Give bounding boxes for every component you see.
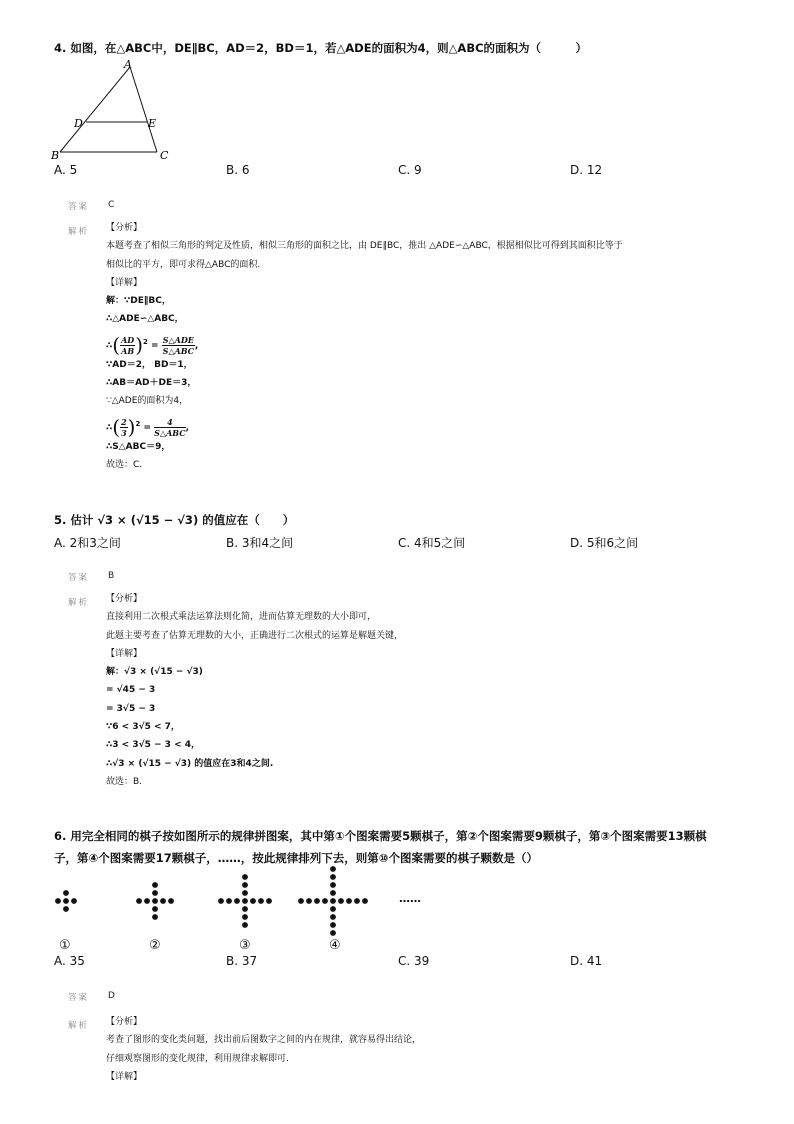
chess-piece-dot: [242, 906, 248, 912]
chess-piece-dot: [226, 898, 232, 904]
q6-pattern-label-2: ②: [149, 938, 161, 953]
label-e: E: [148, 117, 157, 130]
chess-piece-dot: [160, 898, 166, 904]
chess-piece-dot: [242, 914, 248, 920]
q6-stem-line1: 6. 用完全相同的棋子按如图所示的规律拼图案，其中第①个图案需要5颗棋子，第②个图案需要9颗棋子，第③个图案需要13颗棋: [54, 829, 707, 843]
q5-answer-tag: 答案: [68, 573, 90, 583]
q4-solution: [106, 219, 623, 474]
q5-sol-line5: ∴3 < 3√5 − 3 < 4，: [106, 740, 200, 751]
chess-piece-dot: [362, 898, 368, 904]
q5-sol-line1: 解：√3 × (√15 − √3): [106, 667, 203, 678]
q6-solution: [106, 1013, 421, 1086]
q6-sol-heading-detail: 【详解】: [106, 1071, 143, 1082]
chess-piece-dot: [330, 922, 336, 928]
q5-sol-heading-detail: 【详解】: [106, 648, 143, 659]
chess-piece-dot: [63, 890, 69, 896]
fraction-denominator: 3: [121, 427, 127, 438]
chess-piece-dot: [63, 906, 69, 912]
q4-option-b[interactable]: B. 6: [226, 163, 250, 177]
chess-piece-dot: [330, 898, 336, 904]
q5-sol-heading-analysis: 【分析】: [106, 594, 143, 604]
exponent: 2: [143, 337, 148, 346]
q6-answer-tag: 答案: [68, 993, 90, 1003]
q5-analysis-tag: 解析: [68, 598, 90, 608]
q6-option-d[interactable]: D. 41: [570, 954, 603, 968]
chess-piece-dot: [242, 882, 248, 888]
label-b: B: [51, 149, 60, 162]
chess-piece-dot: [168, 898, 174, 904]
q5-sol-para2: 此题主要考查了估算无理数的大小，正确进行二次根式的运算是解题关键，: [106, 630, 404, 641]
exponent: 2: [135, 419, 141, 428]
fraction-2-3: [120, 417, 128, 438]
q4-sol-line8: ∴S△ABC＝9，: [106, 441, 171, 452]
chess-piece-dot: [330, 914, 336, 920]
side-ac: [130, 67, 157, 152]
q4-stem: 4. 如图，在△ABC中，DE∥BC，AD＝2，BD＝1，若△ADE的面积为4，则△ABC的面积为（ ）: [54, 41, 588, 55]
chess-piece-dot: [55, 898, 61, 904]
q4-analysis-tag: 解析: [68, 227, 90, 237]
chess-piece-dot: [330, 874, 336, 880]
chess-piece-dot: [338, 898, 344, 904]
chess-piece-dot: [266, 898, 272, 904]
q6-sol-heading-analysis: 【分析】: [106, 1017, 143, 1027]
chess-piece-dot: [152, 890, 158, 896]
q6-pattern-label-4: ④: [329, 938, 341, 953]
q6-option-a[interactable]: A. 35: [54, 954, 85, 968]
chess-piece-dot: [71, 898, 77, 904]
chess-piece-dot: [354, 898, 360, 904]
q4-option-d[interactable]: D. 12: [570, 163, 603, 177]
chess-piece-dot: [218, 898, 224, 904]
q4-triangle-figure: [50, 58, 180, 162]
chess-piece-dot: [306, 898, 312, 904]
q5-stem: 5. 估计 √3 × (√15 − √3) 的值应在（ ）: [54, 513, 295, 527]
q6-sol-para1: 考查了图形的变化类问题，找出前后图数字之间的内在规律，就容易得出结论，: [106, 1035, 422, 1046]
q6-option-c[interactable]: C. 39: [398, 954, 430, 968]
q4-sol-heading-analysis: 【分析】: [106, 223, 143, 233]
q5-sol-line3: = 3√5 − 3: [106, 703, 156, 714]
fraction-area-ratio: [162, 335, 195, 356]
q4-sol-para2: 相似比的平方，即可求得△ABC的面积.: [106, 259, 261, 270]
fraction-denominator: S△ABC: [154, 427, 186, 438]
therefore-symbol: ∴: [106, 340, 113, 351]
q6-option-b[interactable]: B. 37: [226, 954, 258, 968]
chess-piece-dot: [250, 898, 256, 904]
chess-piece-dot: [346, 898, 352, 904]
chess-piece-dot: [314, 898, 320, 904]
q5-sol-line4: ∵6 < 3√5 < 7，: [106, 722, 180, 733]
fraction-numerator: 2: [121, 416, 127, 427]
q6-pattern-figure: [50, 862, 450, 942]
chess-piece-dot: [234, 898, 240, 904]
therefore-symbol: ∴: [106, 422, 113, 433]
q6-answer: D: [108, 991, 115, 1001]
q4-sol-line5: ∴AB＝AD＋DE＝3，: [106, 378, 197, 389]
fraction-numerator: AD: [121, 334, 135, 345]
q5-answer: B: [108, 571, 115, 581]
chess-piece-dot: [330, 882, 336, 888]
chess-piece-dot: [144, 898, 150, 904]
q5-option-c[interactable]: C. 4和5之间: [398, 536, 466, 550]
chess-piece-dot: [63, 898, 69, 904]
fraction-4-area: [154, 417, 185, 438]
q6-analysis-tag: 解析: [68, 1021, 90, 1031]
label-c: C: [160, 149, 169, 162]
q4-option-a[interactable]: A. 5: [54, 163, 78, 177]
q5-sol-line6: ∴√3 × (√15 − √3) 的值应在3和4之间.: [106, 758, 274, 769]
fraction-numerator: S△ADE: [162, 334, 194, 345]
q6-pattern-ellipsis: ……: [399, 892, 421, 905]
q4-sol-line3: ∴( $\frac{AD}{AB}$ )$^2$ = $\frac{\text{S△ADE}}{\text{S△ABC}}$ ,: [106, 332, 199, 357]
fraction-denominator: S△ABC: [162, 345, 195, 356]
q6-pattern-label-3: ③: [239, 938, 251, 953]
chess-piece-dot: [152, 882, 158, 888]
chess-piece-dot: [152, 906, 158, 912]
label-d: D: [74, 117, 83, 130]
chess-piece-dot: [136, 898, 142, 904]
q6-pattern-label-1: ①: [59, 938, 71, 953]
q5-sol-para1: 直接利用二次根式乘法运算法则化简，进而估算无理数的大小即可，: [106, 612, 377, 623]
q4-sol-line9: 故选：C.: [106, 459, 143, 470]
q5-option-a[interactable]: A. 2和3之间: [54, 536, 121, 550]
q5-option-d[interactable]: D. 5和6之间: [570, 536, 639, 550]
chess-piece-dot: [242, 898, 248, 904]
q4-sol-para1: 本题考查了相似三角形的判定及性质，相似三角形的面积之比，由 DE∥BC，推出 △ADE∽△ABC，根据相似比可得到其面积比等于: [106, 241, 623, 252]
chess-piece-dot: [152, 914, 158, 920]
q4-option-c[interactable]: C. 9: [398, 163, 422, 177]
q5-option-b[interactable]: B. 3和4之间: [226, 536, 294, 550]
chess-piece-dot: [330, 890, 336, 896]
q5-solution: [106, 590, 403, 791]
fraction-ad-ab: [120, 335, 135, 356]
q4-sol-line6: ∵△ADE的面积为4，: [106, 396, 189, 407]
q4-sol-line4: ∵AD＝2， BD＝1，: [106, 359, 193, 370]
q4-answer-tag: 答案: [68, 202, 90, 212]
chess-piece-dot: [242, 890, 248, 896]
chess-piece-dot: [330, 930, 336, 936]
q6-stem-line2: 子，第④个图案需要17颗棋子，……，按此规律排列下去，则第⑩个图案需要的棋子颗数是（）: [54, 851, 538, 865]
q5-sol-line7: 故选：B.: [106, 776, 143, 787]
chess-piece-dot: [152, 898, 158, 904]
chess-piece-dot: [330, 906, 336, 912]
q4-answer: C: [108, 200, 115, 210]
side-ab: [60, 67, 130, 152]
q4-sol-line7: ∴( $\frac{2}{3}$ )$^2$ = $\frac{4}{\text{S△ABC}}$ ,: [106, 414, 189, 439]
chess-piece-dot: [242, 922, 248, 928]
q4-sol-line2: ∴△ADE∽△ABC，: [106, 314, 184, 325]
chess-piece-dot: [258, 898, 264, 904]
chess-piece-dot: [242, 874, 248, 880]
chess-piece-dot: [298, 898, 304, 904]
q5-sol-line2: = √45 − 3: [106, 685, 156, 696]
q4-sol-line1: 解：∵DE∥BC，: [106, 296, 171, 307]
fraction-numerator: 4: [154, 417, 185, 428]
q4-sol-heading-detail: 【详解】: [106, 277, 143, 288]
fraction-denominator: AB: [121, 345, 135, 356]
label-a: A: [124, 58, 132, 71]
q6-sol-para2: 仔细观察图形的变化规律，利用规律求解即可.: [106, 1053, 289, 1064]
chess-piece-dot: [322, 898, 328, 904]
chess-piece-dot: [330, 866, 336, 872]
